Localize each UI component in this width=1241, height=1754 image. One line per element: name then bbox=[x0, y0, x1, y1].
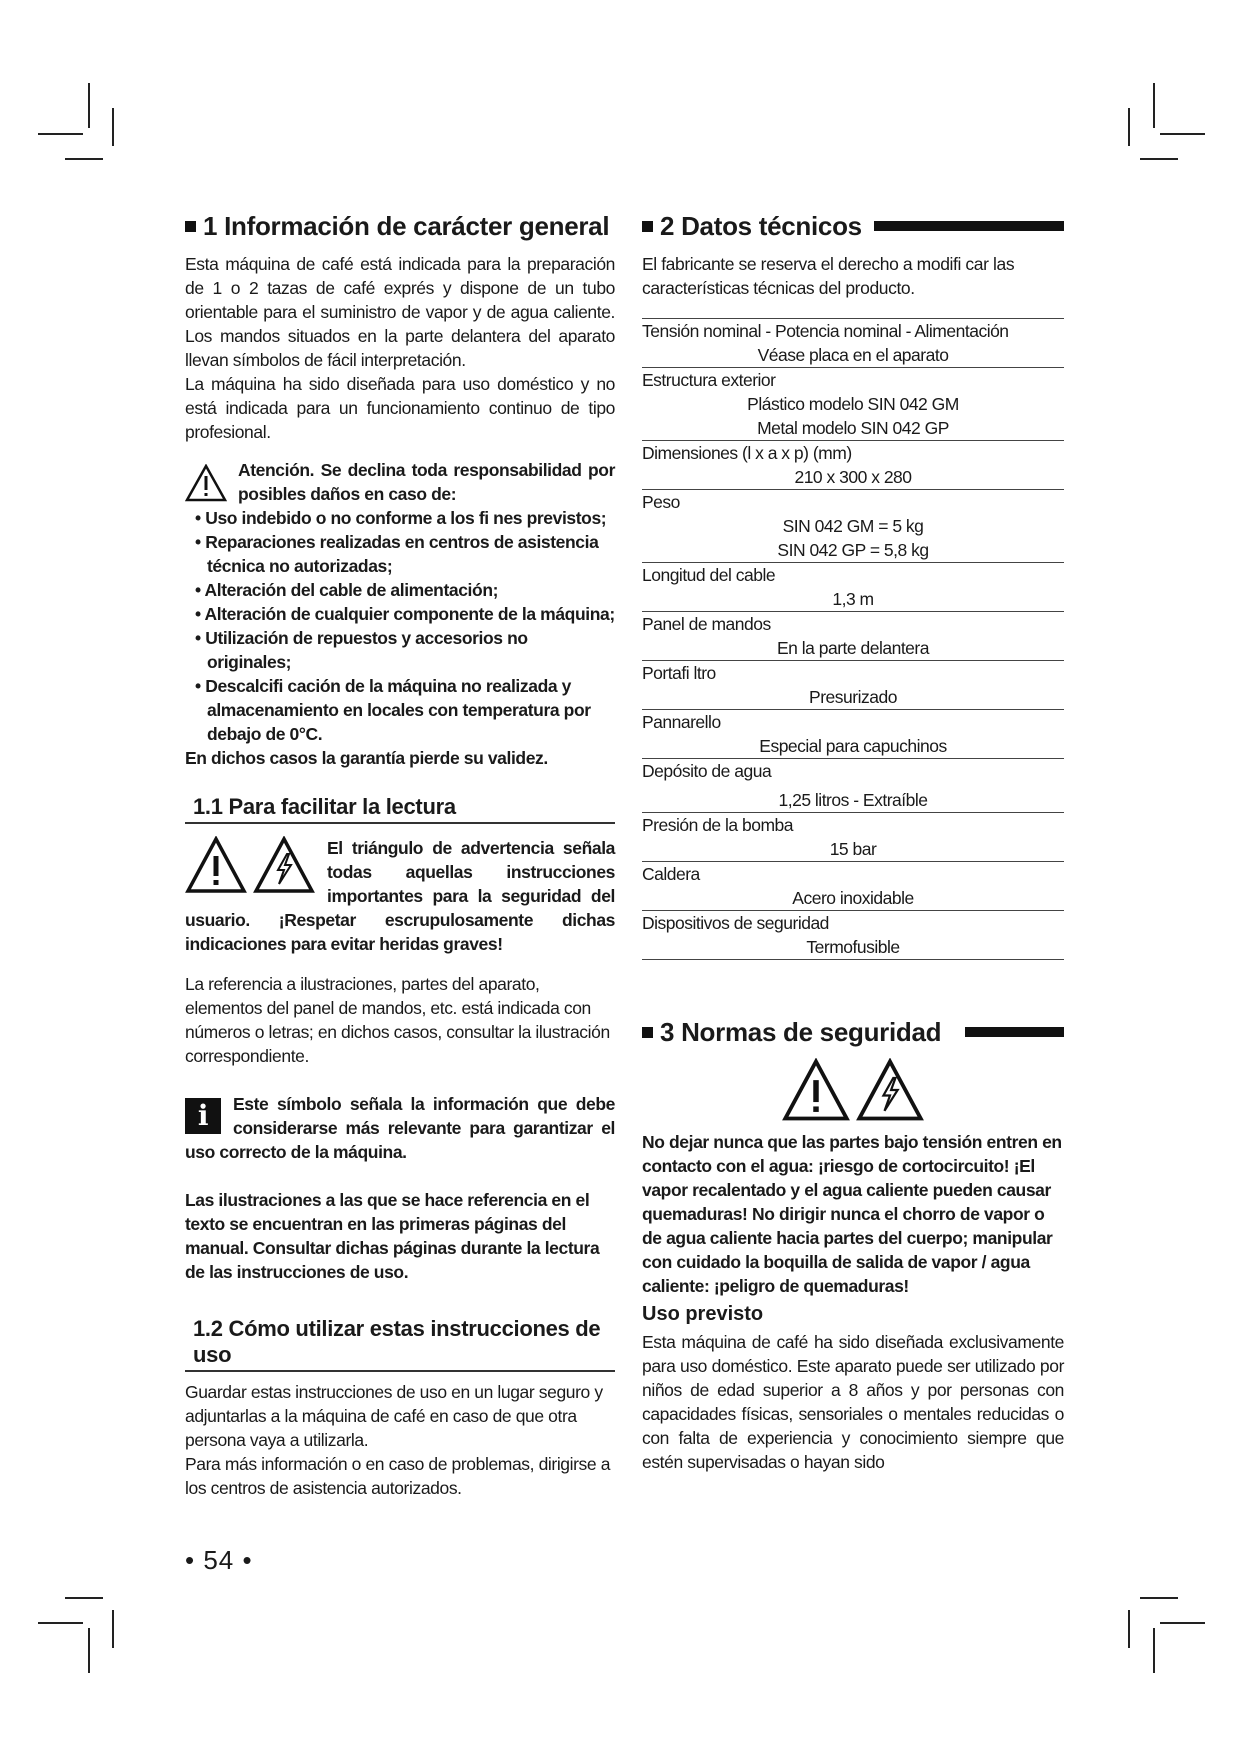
spec-row bbox=[642, 318, 1064, 367]
spec-value: Metal modelo SIN 042 GP bbox=[757, 418, 949, 438]
info-icon: i bbox=[185, 1098, 221, 1134]
crop-mark bbox=[65, 158, 103, 160]
electric-hazard-icon bbox=[253, 836, 315, 894]
crop-mark bbox=[1140, 158, 1178, 160]
warning-item: • Alteración de cualquier componente de la máquina; bbox=[185, 602, 615, 626]
info-text: Este símbolo señala la información que debe considerarse más relevante para garantizar el uso correcto de la máquina. bbox=[185, 1094, 615, 1162]
section-1-2-heading: 1.2 Cómo utilizar estas instrucciones de uso bbox=[185, 1316, 615, 1372]
warning-intro: Atención. Se declina toda responsabilidad por posibles daños en caso de: bbox=[238, 460, 615, 504]
spec-value: Especial para capuchinos bbox=[759, 736, 947, 756]
spec-value: En la parte delantera bbox=[777, 638, 929, 658]
info-block bbox=[185, 1092, 615, 1164]
spec-label: Depósito de agua bbox=[642, 761, 772, 781]
warning-item: • Uso indebido o no conforme a los fi nes previstos; bbox=[185, 506, 615, 530]
spec-row bbox=[642, 562, 1064, 611]
spec-row bbox=[642, 861, 1064, 910]
spec-value: Plástico modelo SIN 042 GM bbox=[747, 394, 959, 414]
triangle-icons bbox=[185, 836, 315, 894]
warning-triangle-icon bbox=[782, 1058, 850, 1122]
spec-label: Dispositivos de seguridad bbox=[642, 913, 829, 933]
section-1-title: 1 Información de carácter general bbox=[203, 210, 610, 241]
spec-value: Presurizado bbox=[809, 687, 897, 707]
info-text-wrap bbox=[185, 1092, 615, 1164]
triangle-block bbox=[185, 836, 615, 956]
heading-bar bbox=[874, 221, 1064, 231]
section-3-title: 3 Normas de seguridad bbox=[660, 1016, 942, 1047]
spec-row bbox=[642, 660, 1064, 709]
spec-value: Acero inoxidable bbox=[792, 888, 914, 908]
crop-mark bbox=[1153, 83, 1155, 128]
warning-item: • Alteración del cable de alimentación; bbox=[185, 578, 615, 602]
crop-mark bbox=[112, 108, 114, 146]
spec-label: Peso bbox=[642, 492, 680, 512]
spec-row bbox=[642, 910, 1064, 959]
safety-warning-text: No dejar nunca que las partes bajo tensión entren en contacto con el agua: ¡riesgo de cortocircuito! ¡El vapor recalentado y el agua caliente pueden causar quemaduras! No dirigir nunca el chorro de vapor o de agua caliente hacia partes del cuerpo; manipular con cuidado la boquilla de salida de vapor / agua caliente: ¡peligro de quemaduras! bbox=[642, 1132, 1062, 1296]
heading-square-icon bbox=[642, 221, 653, 232]
page-number: • 54 • bbox=[185, 1545, 253, 1575]
triangle-text: El triángulo de advertencia señala todas aquellas instrucciones importantes para la seguridad del usuario. ¡Respetar escrupulosamente dichas indicaciones para evitar heridas graves! bbox=[185, 838, 615, 954]
crop-mark bbox=[1153, 1628, 1155, 1673]
warranty-note: En dichos casos la garantía pierde su validez. bbox=[185, 748, 548, 768]
crop-mark bbox=[38, 133, 83, 135]
spec-label: Estructura exterior bbox=[642, 370, 776, 390]
crop-mark bbox=[1160, 133, 1205, 135]
heading-square-icon bbox=[185, 221, 196, 232]
spec-row bbox=[642, 812, 1064, 861]
spec-value: 1,3 m bbox=[832, 589, 874, 609]
uso-previsto-text: Esta máquina de café ha sido diseñada exclusivamente para uso doméstico. Este aparato puede ser utilizado por niños de edad superior a 8 años y por personas con capacidades físicas, sensoriales o mentales reducidas o con falta de experiencia y conocimiento siempre que estén supervisadas o hayan sido bbox=[642, 1332, 1064, 1472]
crop-mark bbox=[65, 1597, 103, 1599]
crop-mark bbox=[112, 1610, 114, 1648]
section-1-heading bbox=[185, 210, 615, 242]
reference-text: La referencia a ilustraciones, partes del aparato, elementos del panel de mandos, etc. está indicada con números o letras; en dichos casos, consultar la ilustración correspondiente. bbox=[185, 974, 610, 1066]
spec-row bbox=[642, 440, 1064, 489]
right-column bbox=[642, 210, 1064, 1474]
electric-hazard-icon bbox=[856, 1058, 924, 1122]
section-1-1-heading: 1.1 Para facilitar la lectura bbox=[185, 794, 615, 824]
crop-mark bbox=[1128, 1610, 1130, 1648]
spec-value: 1,25 litros - Extraíble bbox=[778, 790, 928, 810]
spec-value: Termofusible bbox=[806, 937, 900, 957]
spec-value: SIN 042 GM = 5 kg bbox=[782, 516, 924, 536]
warning-item: • Utilización de repuestos y accesorios no originales; bbox=[185, 626, 615, 674]
section-2-heading bbox=[642, 210, 1064, 242]
spec-label: Longitud del cable bbox=[642, 565, 776, 585]
spec-table bbox=[642, 318, 1064, 960]
spec-row bbox=[642, 611, 1064, 660]
illustrations-note: Las ilustraciones a las que se hace referencia en el texto se encuentran en las primeras páginas del manual. Consultar dichas páginas durante la lectura de las instrucciones de uso. bbox=[185, 1190, 600, 1282]
warning-triangle-icon bbox=[185, 836, 247, 894]
intro-paragraph-1: Esta máquina de café está indicada para la preparación de 1 o 2 tazas de café exprés y dispone de un tubo orientable para el suministro de vapor y de agua caliente. Los mandos situados en la parte delantera del aparato llevan símbolos de fácil interpretación. bbox=[185, 254, 615, 370]
warning-item: • Reparaciones realizadas en centros de asistencia técnica no autorizadas; bbox=[185, 530, 615, 578]
warning-item: • Descalcifi cación de la máquina no realizada y almacenamiento en locales con temperatura por debajo de 0°C. bbox=[185, 674, 615, 746]
safety-icons bbox=[642, 1058, 1064, 1122]
crop-mark bbox=[88, 83, 90, 128]
spec-label: Presión de la bomba bbox=[642, 815, 794, 835]
spec-value: 15 bar bbox=[829, 839, 877, 859]
spec-value: 210 x 300 x 280 bbox=[794, 467, 912, 487]
spec-label: Panel de mandos bbox=[642, 614, 771, 634]
spec-value: Véase placa en el aparato bbox=[757, 345, 949, 365]
section-2-intro: El fabricante se reserva el derecho a modifi car las características técnicas del producto. bbox=[642, 254, 1015, 298]
spec-label: Tensión nominal - Potencia nominal - Alimentación bbox=[642, 321, 1009, 341]
section-2-title: 2 Datos técnicos bbox=[660, 210, 862, 241]
crop-mark bbox=[38, 1622, 83, 1624]
spec-row bbox=[642, 367, 1064, 440]
section-3-heading bbox=[642, 1016, 1064, 1048]
crop-mark bbox=[88, 1628, 90, 1673]
heading-bar bbox=[965, 1027, 1064, 1037]
spec-label: Pannarello bbox=[642, 712, 721, 732]
section-1-2-p2: Para más información o en caso de problemas, dirigirse a los centros de asistencia autorizados. bbox=[185, 1454, 611, 1498]
crop-mark bbox=[1128, 108, 1130, 146]
intro-paragraph-2: La máquina ha sido diseñada para uso doméstico y no está indicada para un funcionamiento continuo de tipo profesional. bbox=[185, 374, 615, 442]
spec-label: Caldera bbox=[642, 864, 700, 884]
spec-value: SIN 042 GP = 5,8 kg bbox=[777, 540, 929, 560]
uso-previsto-heading: Uso previsto bbox=[642, 1303, 764, 1325]
crop-mark bbox=[1160, 1622, 1205, 1624]
spec-label: Portafi ltro bbox=[642, 663, 716, 683]
spec-row bbox=[642, 758, 1064, 812]
section-1-2-p1: Guardar estas instrucciones de uso en un lugar seguro y adjuntarlas a la máquina de café en caso de que otra persona vaya a utilizarla. bbox=[185, 1382, 603, 1450]
spec-label: Dimensiones (l x a x p) (mm) bbox=[642, 443, 852, 463]
warning-triangle-icon bbox=[185, 464, 227, 502]
left-column bbox=[185, 210, 615, 1500]
warning-list bbox=[185, 506, 615, 746]
warning-block bbox=[185, 458, 615, 506]
crop-mark bbox=[1140, 1597, 1178, 1599]
spec-row bbox=[642, 489, 1064, 562]
spec-row bbox=[642, 709, 1064, 758]
heading-square-icon bbox=[642, 1027, 653, 1038]
